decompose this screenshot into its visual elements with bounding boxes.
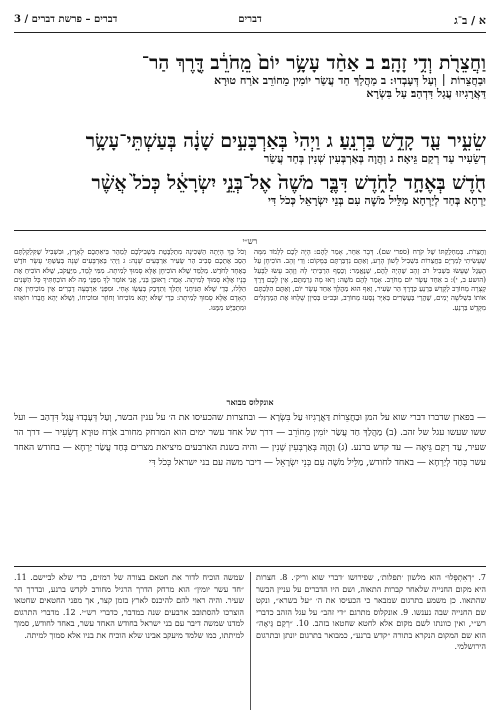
verse-line-1 — [14, 52, 486, 100]
running-head: דברים – פרשת דברים / 3 — [14, 14, 118, 25]
notes-column-left: שמשה הוכיח לדור את חטאם בצורה של רמזים, כדי שלא לביישם. 11. ״חד עשר יומין״ הוא מרחק הדרך הרגיל מחורב לקדש ברנע, ובדרך הר שעיר. והיה ראוי להם להיכנס לארץ בזמן קצר, אך מפני החטאים שחטאו הוצרכו להסתובב ארבעים שנה במדבר, כדברי רש״י. 12. מדברי התרגום למדנו שמשה דיבר עם בני ישראל בחודש האחד עשר, באחד לחודש, סמוך למיתתו, כמו שלמד מיעקב אבינו שלא הוכיח את בניו אלא סמוך למיתה. — [14, 573, 244, 640]
rashi-label: רש״י — [242, 237, 258, 246]
rashi-commentary — [14, 248, 486, 393]
verse-line-2 — [14, 130, 486, 165]
targum-text-line: דְשֵׂעִיר עַד רְקַם גֵּיאָה׃ ג וַהֲוָה בְּאַרְבְּעִין שְׁנִין בְּחַד עֲשַׂר — [263, 152, 486, 165]
onkelos-explained-text: — בפארן שדברו דברי שוא על המן וּבַחֲצֵרוֹת דַּאֲרָגִיזוּ עַל בִּשְׂרָא — ובחצרות שהכעיסו את ה׳ על ענין הבשר, וְעַל דְּעָבְדוּ עֲגַל דִּדְהַב — ועל ששו שעשו עגל של זהב. (ב) מַהֲלַךְ חַד עֲשַׂר יוֹמִין מֵחוֹרֵב — דרך של אחד עשר ימים הוא המרחק מחורב אֹרַח טוּרָא דְשֵׂעִיר — דרך הר שעיר, עַד רְקַם גֵּיאָה — עד קדש ברנע. (ג) וַהֲוָה בְּאַרְבְּעִין שְׁנִין — והיה בשנת הארבעים מיציאת מצרים בְּחַד עֲשַׂר יַרְחָא — בחודש האחד עשר בְּחַד לְיַרְחָא — באחד לחודש, מַלֵּיל מֹשֶׁה עִם בְּנֵי יִשְׂרָאֵל — דיבר משה עם בני ישראל כְּכֹל דִּי — [14, 413, 486, 468]
torah-text-line: חֹ֖דֶשׁ בְּאֶחָ֣ד לַחֹ֑דֶשׁ דִּבֶּ֤ר מֹשֶׁה֙ אֶל־בְּנֵ֣י יִשְׂרָאֵ֔ל כְּכֹל֙ אֲשֶׁ֨ר — [91, 172, 486, 194]
rashi-column-right: וַחֲצֵרֹת. בְּמַחְלֻקְתּוֹ שֶׁל קֹרַח (ספרי שם). דָּבָר אַחֵר, אָמַר לָהֶם: הָיָה לָכֶם לִלְמֹד מִמָּה שֶׁעָשִׂיתִי לְמִרְיָם בַּחֲצֵרוֹת בִּשְׁבִיל לָשׁוֹן הָרָע, וְאַתֶּם נִדְבַּרְתֶּם בַּמָּקוֹם: וְדִי זָהָב. הוֹכִיחָן עַל הָעֵגֶל שֶׁעָשׂוּ בִּשְׁבִיל רֹב זָהָב שֶׁהָיָה לָהֶם, שֶׁנֶּאֱמַר: וְכֶסֶף הִרְבֵּיתִי לָהּ וְזָהָב עָשׂוּ לַבָּעַל (הושע ב, י): ב אַחַד עָשָׂר יוֹם מֵחֹרֵב. אָמַר לָהֶם מֹשֶׁה: רְאוּ מָה גְּרַמְתֶּם, אֵין לָכֶם דֶּרֶךְ קְצָרָה מֵחוֹרֵב לְקָדֵשׁ בַּרְנֵעַ כְּדֶרֶךְ הַר שֵׂעִיר, וְאַף הוּא מַהֲלַךְ אַחַד עָשָׂר יוֹם, וְאַתֶּם הִלַּכְתֶּם אוֹתוֹ בִּשְׁלֹשָׁה יָמִים, שֶׁהֲרֵי בְּעֶשְׂרִים בְּאִיָּר נָסְעוּ מֵחוֹרֵב, וּבְכ״ט בְּסִיוָן שָׁלְחוּ אֶת הַמְרַגְּלִים מִקָּדֵשׁ בַּרְנֵעַ. — [254, 248, 486, 312]
book-title: דברים — [238, 14, 262, 25]
torah-text-line: שֵׂעִ֑יר עַ֖ד קָדֵ֥שׁ בַּרְנֵֽעַ׃ ג וַיְהִי֙ בְּאַרְבָּעִ֣ים שָׁנָ֔ה בְּעַשְׁתֵּי־עָשָׂ֥ר — [85, 130, 486, 152]
targum-text-line: דַּאֲרָגִיזוּ עֲגַל דִּדְהַב׃ עַל בִּשְׂרָא — [366, 87, 486, 100]
torah-text-line: וַחֲצֵרֹ֖ת וְדִ֥י זָהָֽב׃ ב אַחַ֨ד עָשָׂ֥ר יוֹם֙ מֵֽחֹרֵ֔ב דֶּ֖רֶךְ הַר־ — [141, 52, 486, 74]
notes-column-right: 7. ״דְאִתְפְּלוּ״ הוא מלשון ׳תפלות׳, שפירושו ׳דברי שוא וריק׳. 8. חצרות היא מקום החנייה שלאחר קברות התאוה, ושם היו הדברים על עניין הבשר שהתאוו. כן משמע בתרגום שמבאר כי הכעיסו את ה׳ ״על בשרא״, ונקט שם החנייה שבה נענשו. 9. אונקלוס מתרגם ״די זהב״ על עגל הזהב כדברי רש״י, ואין כוונתו לשם מקום אלא לחטא שחטאו בזהב. 10. ״רְקַם גֵּיאָה״ הוא שם המקום הנקרא בתורה ״קדש ברנע״, כמבואר בתרגום יונתן ובתרגום הירושלמי. — [256, 573, 486, 651]
rashi-column-left: וְכֹל כָּךְ הָיְתָה הַשְּׁכִינָה מִתְלַבֶּטֶת בִּשְׁבִילְכֶם לְמַהֵר בִּיאַתְכֶם לָאָרֶץ, וּבִשְׁבִיל שֶׁקִּלְקַלְתֶּם הֵסֵב אֶתְכֶם סְבִיב הַר שֵׂעִיר אַרְבָּעִים שָׁנָה: ג וַיְהִי בְּאַרְבָּעִים שָׁנָה בְּעַשְׁתֵּי עָשָׂר חֹדֶשׁ בְּאֶחָד לַחֹדֶשׁ. מְלַמֵּד שֶׁלֹּא הוֹכִיחָן אֶלָּא סָמוּךְ לְמִיתָה. מִמִּי לָמַד, מִיַּעֲקֹב, שֶׁלֹּא הוֹכִיחַ אֶת בָּנָיו אֶלָּא סָמוּךְ לְמִיתָה. אָמַר: רְאוּבֵן בְּנִי, אֲנִי אוֹמֵר לְךָ מִפְּנֵי מָה לֹא הוֹכַחְתִּיךָ כָּל הַשָּׁנִים הַלָּלוּ, כְּדֵי שֶׁלֹּא תַּנִּיחֵנִי וְתֵלֵךְ וְתִדָּבֵק בְּעֵשָׂו אָחִי. וּמִפְּנֵי אַרְבָּעָה דְבָרִים אֵין מוֹכִיחִין אֶת הָאָדָם אֶלָּא סָמוּךְ לְמִיתָה: כְּדֵי שֶׁלֹּא יְהֵא מוֹכִיחוֹ וְחוֹזֵר וּמוֹכִיחוֹ, וְשֶׁלֹּא יְהֵא חֲבֵרוֹ רוֹאֵהוּ וּמִתְבַּיֵּשׁ מִמֶּנּוּ. — [14, 248, 246, 312]
verse-line-3 — [14, 172, 486, 207]
page — [14, 0, 486, 715]
targum-text-line: יַרְחָא בְּחַד לְיַרְחָא מַלֵּיל מֹשֶׁה עִם בְּנֵי יִשְׂרָאֵל כְּכֹל דִּי — [268, 194, 486, 207]
notes-divider — [14, 566, 486, 567]
chapter-verse-ref: א / ב־ג — [454, 14, 486, 27]
section-divider — [14, 230, 486, 231]
footnotes — [14, 568, 486, 715]
onkelos-title-text: אונקלוס מבואר — [219, 397, 282, 407]
onkelos-title — [14, 397, 486, 409]
targum-text-line: וּבַחֲצֵרוֹת ׀ וְעַל דְּעָבְדוּ ׃ ב מַהֲלַךְ חַד עֲשַׂר יוֹמִין מֵחוֹרֵב אֹרַח טוּרָא — [214, 74, 486, 87]
column-rule — [250, 572, 251, 710]
page-header — [14, 14, 486, 33]
